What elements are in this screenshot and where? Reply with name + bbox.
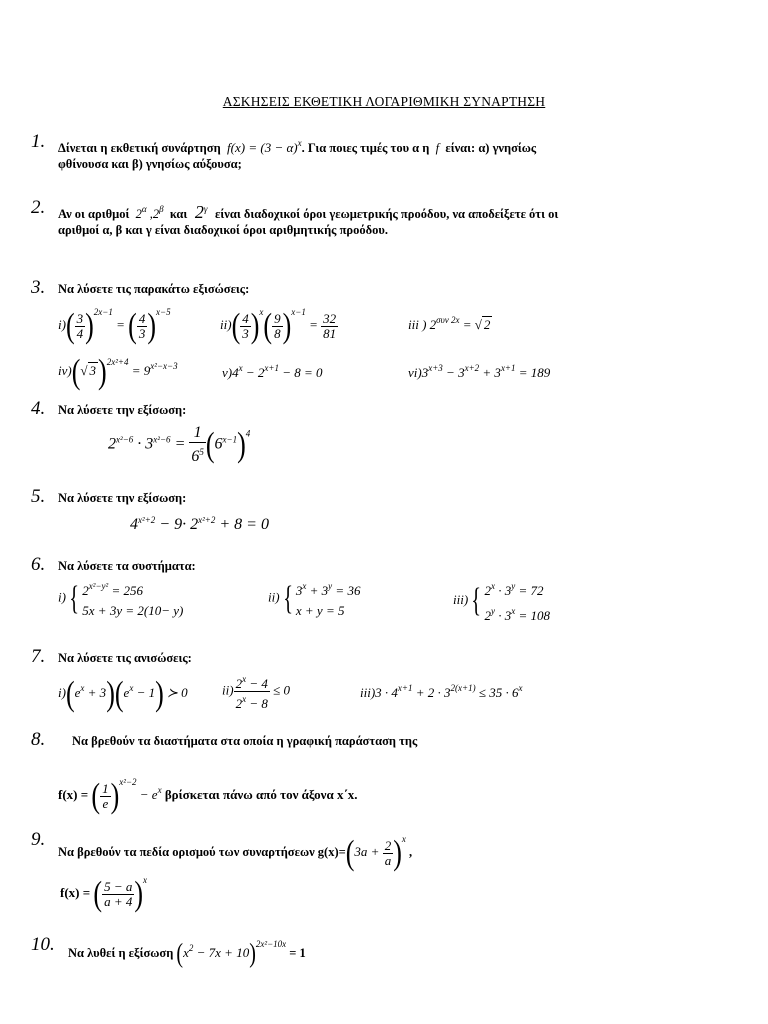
equation-5: $4^{x^2+2} - 9\cdot 2^{x^2+2} + 8 = 0$ <box>130 515 269 533</box>
exercise-7-number: 7. <box>31 646 46 667</box>
exercise-10-text-a: Να λυθεί η εξίσωση <box>68 946 174 960</box>
system-6ii: ii){ $3^x + 3^y = 36$ x + y = 5 <box>268 579 361 618</box>
inequality-7iii: $iii)3 \cdot 4^{x+1} + 2 \cdot 3^{2(x+1)} \le 35 \cdot 6^x$ <box>360 683 523 700</box>
exercise-8-text2: βρίσκεται πάνω από τον άξονα x΄x. <box>164 787 358 802</box>
exercise-2-text-a: Αν οι αριθμοί <box>58 207 130 221</box>
exercise-1-text-a: Δίνεται η εκθετική συνάρτηση <box>58 141 221 155</box>
exercise-9-number: 9. <box>31 829 46 850</box>
exercise-9-text-a: Να βρεθούν τα πεδία ορισμού των συναρτήσεων g(x)= <box>58 845 346 859</box>
exercise-6-text: Να λύσετε τα συστήματα: <box>58 559 196 573</box>
exercise-4-text: Να λύσετε την εξίσωση: <box>58 403 187 417</box>
exercise-6-number: 6. <box>31 554 46 575</box>
equation-3iv: iv)(√ $3)^{2x^2+4} = 9^{x^2-x-3}$ <box>58 351 178 391</box>
exercise-1-number: 1. <box>31 131 46 152</box>
equation-3v: $v)4^x - 2^{x+1} - 8 = 0$ <box>222 363 323 380</box>
system-6i: i){ $2^{x^2-y^2} = 256$ 5x + 3y = 2(10− y) <box>58 579 184 618</box>
equation-3iii: iii ) $2^{\sigma\upsilon\nu 2x}$ = √ 2 <box>408 315 491 332</box>
exercise-1-text-b: . Για ποιες τιμές του α η <box>301 141 430 155</box>
exercise-1-text-line2: φθίνουσα και β) γνησίως αύξουσα; <box>58 157 242 171</box>
system-6iii: iii){ $2^x \cdot 3^y = 72$ $2^y \cdot 3^x = 108$ <box>453 581 551 623</box>
exercise-3-number: 3. <box>31 277 46 298</box>
inequality-7ii: ii) $\frac{2^x - 4}{2^x - 8}$ ≤ 0 <box>222 674 290 711</box>
equation-10: $(x^2 - 7x + 10)^{2x^2-10x}$ <box>176 939 287 969</box>
exercise-8-number: 8. <box>31 729 46 750</box>
equation-3ii: ii)( $\frac{4}{3}$ )$^x$( $\frac{9}{8}$ )$^{x-1}$ = $\frac{32}{81}$ <box>220 305 337 345</box>
exercise-2-powers: $2^\alpha$ $,2^\beta$ <box>132 204 164 221</box>
exercise-2-number: 2. <box>31 197 46 218</box>
exercise-4-number: 4. <box>31 398 46 419</box>
exercise-9-text: Να βρεθούν τα πεδία ορισμού των συναρτήσεων g(x)=(3a + $\frac{2}{a}$ )$^x$ , <box>58 832 413 872</box>
equation-4: $2^{x^2-6} \cdot 3^{x^2-6}$ = $\frac{1}{6^5}$ $(6^{x-1})^4$ <box>108 424 251 465</box>
exercise-1-f: f <box>432 141 443 155</box>
exercise-2-text-c: είναι διαδοχικοί όροι γεωμετρικής προόδου, να αποδείξετε ότι οι <box>215 207 559 221</box>
function-9-g: (3a + $\frac{2}{a}$ )$^x$ <box>345 832 406 872</box>
exercise-5-number: 5. <box>31 486 46 507</box>
exercise-10-number: 10. <box>31 934 55 955</box>
function-8: f(x) = ( $\frac{1}{e}$ )$^{x^2-2} - e^x$ βρίσκεται πάνω από τον άξονα x΄x. <box>58 775 358 815</box>
exercise-1-text-c: είναι: α) γνησίως <box>445 141 537 155</box>
exercise-2-text-line2: αριθμοί α, β και γ είναι διαδοχικοί όροι αριθμητικής προόδου. <box>58 223 388 237</box>
equation-3i: i)( $\frac{3}{4}$ )$^{2x-1}$ = ( $\frac{4}{3}$ )$^{x-5}$ <box>58 305 171 345</box>
exercise-1-formula: $f(x) = (3 - \alpha)^x$ <box>223 138 302 155</box>
equation-3vi: $vi)3^{x+3} - 3^{x+2} + 3^{x+1} = 189$ <box>408 363 551 380</box>
function-9-f: f(x) = ( $\frac{5 - a}{a + 4}$ )$^x$ <box>60 873 148 913</box>
page-title: ΑΣΚΗΣΕΙΣ ΕΚΘΕΤΙΚΗ ΛΟΓΑΡΙΘΜΙΚΗ ΣΥΝΑΡΤΗΣΗ <box>222 94 546 109</box>
exercise-10-text: Να λυθεί η εξίσωση $(x^2 - 7x + 10)^{2x^2-10x} = 1$ <box>68 939 306 969</box>
exercise-2-text-b: και <box>169 207 188 221</box>
exercise-2-power-gamma: $2^\gamma$ <box>190 202 208 222</box>
inequality-7i: $i)(e^x + 3)(e^x - 1)$ ≻ 0 <box>58 673 188 713</box>
exercise-3-text: Να λύσετε τις παρακάτω εξισώσεις: <box>58 282 250 296</box>
exercise-5-text: Να λύσετε την εξίσωση: <box>58 491 187 505</box>
exercise-8-text: Να βρεθούν τα διαστήματα στα οποία η γραφική παράσταση της <box>72 734 418 748</box>
exercise-7-text: Να λύσετε τις ανισώσεις: <box>58 651 192 665</box>
